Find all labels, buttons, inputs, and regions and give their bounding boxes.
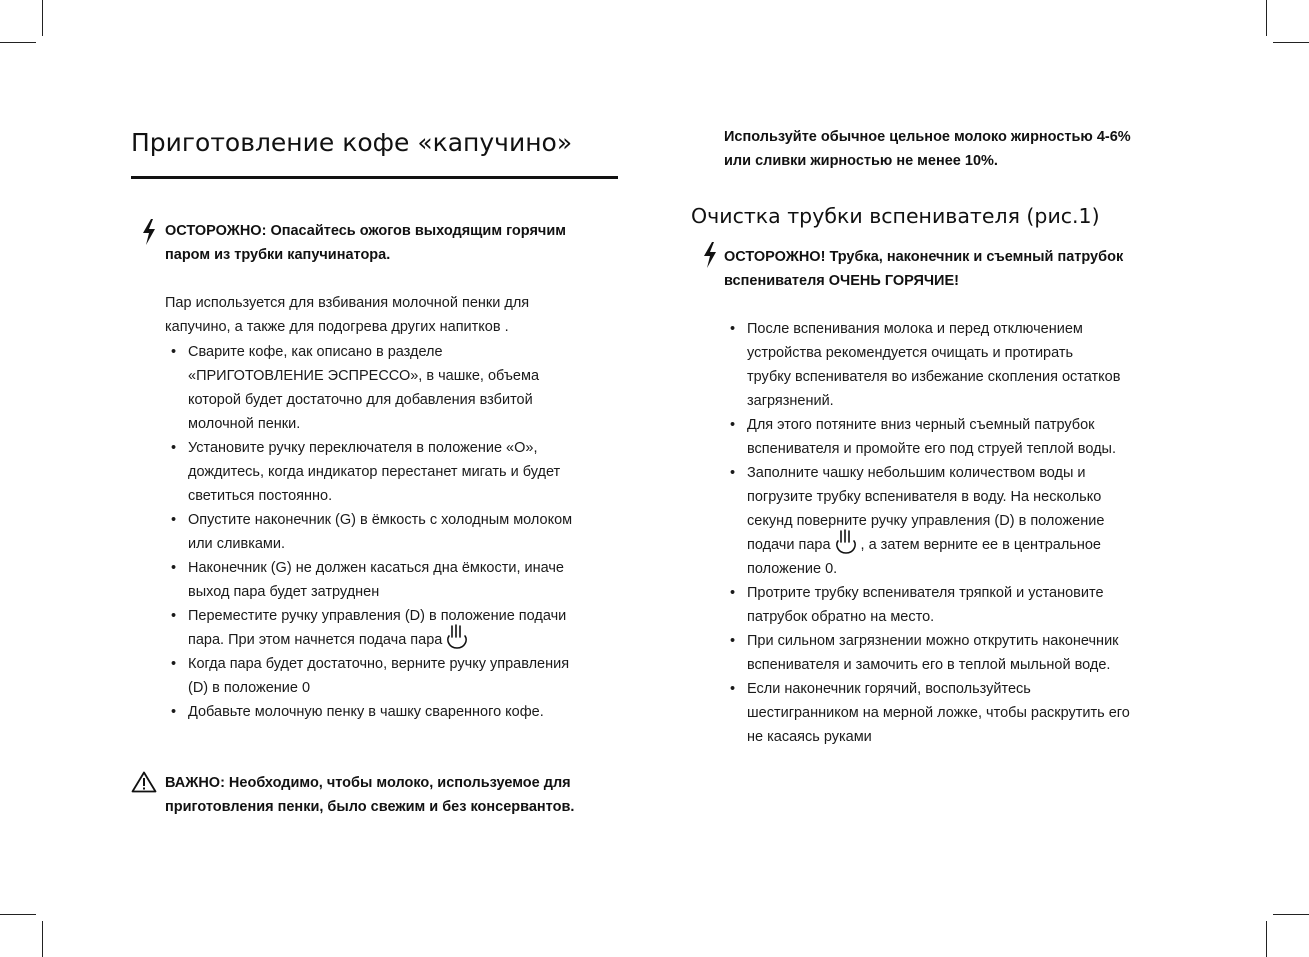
- important-note-line-1: ВАЖНО: Необходимо, чтобы молоко, используемое для: [165, 775, 571, 791]
- warning-triangle-icon: [131, 771, 157, 793]
- hot-parts-warning: [724, 245, 1123, 293]
- list-item: • Заполните чашку небольшим количеством воды и погрузите трубку вспенивателя в воду. На несколько секунд поверните ручку управления (D) в положение подачи пара , а затем верните ее в центральное положение 0.: [725, 461, 1130, 581]
- page-title: Приготовление кофе «капучино»: [131, 128, 573, 157]
- hot-parts-warning-line-1: ОСТОРОЖНО! Трубка, наконечник и съемный патрубок: [724, 249, 1124, 265]
- list-item: • Опустите наконечник (G) в ёмкость с холодным молоком или сливками.: [166, 508, 572, 556]
- cappuccino-steps: [166, 340, 572, 724]
- intro-paragraph: Пар используется для взбивания молочной пенки для капучино, а также для подогрева других напитков .: [165, 295, 530, 335]
- important-note-line-2: приготовления пенки, было свежим и без консервантов.: [165, 799, 575, 815]
- crop-mark: [1266, 0, 1267, 36]
- list-item: • Если наконечник горячий, воспользуйтесь шестигранником на мерной ложке, чтобы раскрутить его не касаясь руками: [725, 677, 1130, 749]
- list-item: • Добавьте молочную пенку в чашку сваренного кофе.: [166, 700, 572, 724]
- list-item: • Наконечник (G) не должен касаться дна ёмкости, иначе выход пара будет затруднен: [166, 556, 572, 604]
- burn-warning-line-2: паром из трубки капучинатора.: [165, 247, 391, 263]
- list-item: • При сильном загрязнении можно открутить наконечник вспенивателя и замочить его в теплой мыльной воде.: [725, 629, 1130, 677]
- steam-icon: [445, 624, 469, 650]
- list-item: • Установите ручку переключателя в положение «О», дождитесь, когда индикатор перестанет мигать и будет светиться постоянно.: [166, 436, 572, 508]
- crop-mark: [0, 914, 36, 915]
- lightning-icon: [141, 219, 157, 245]
- crop-mark: [1273, 42, 1309, 43]
- lightning-icon: [702, 242, 718, 268]
- list-item: • Переместите ручку управления (D) в положение подачи пара. При этом начнется подача пара: [166, 604, 572, 652]
- crop-mark: [1266, 921, 1267, 957]
- list-item: • Протрите трубку вспенивателя тряпкой и установите патрубок обратно на место.: [725, 581, 1130, 629]
- list-item: • Когда пара будет достаточно, верните ручку управления (D) в положение 0: [166, 652, 572, 700]
- hot-parts-warning-line-2: вспенивателя ОЧЕНЬ ГОРЯЧИЕ!: [724, 273, 959, 289]
- milk-note: Используйте обычное цельное молоко жирностью 4-6% или сливки жирностью не менее 10%.: [724, 129, 1131, 169]
- crop-mark: [42, 0, 43, 36]
- list-item: • Сварите кофе, как описано в разделе «ПРИГОТОВЛЕНИЕ ЭСПРЕССО», в чашке, объема которой будет достаточно для добавления взбитой молочной пенки.: [166, 340, 572, 436]
- crop-mark: [0, 42, 36, 43]
- title-divider: [131, 176, 618, 179]
- steam-icon: [834, 529, 858, 555]
- crop-mark: [42, 921, 43, 957]
- cleaning-steps: [725, 317, 1130, 749]
- section-heading: Очистка трубки вспенивателя (рис.1): [691, 204, 1100, 228]
- list-item: • После вспенивания молока и перед отключением устройства рекомендуется очищать и протирать трубку вспенивателя во избежание скопления остатков загрязнений.: [725, 317, 1130, 413]
- important-note: [165, 771, 574, 819]
- burn-warning-line-1: ОСТОРОЖНО: Опасайтесь ожогов выходящим горячим: [165, 223, 566, 239]
- crop-mark: [1273, 914, 1309, 915]
- list-item: • Для этого потяните вниз черный съемный патрубок вспенивателя и промойте его под струей теплой воды.: [725, 413, 1130, 461]
- burn-warning: [165, 219, 566, 267]
